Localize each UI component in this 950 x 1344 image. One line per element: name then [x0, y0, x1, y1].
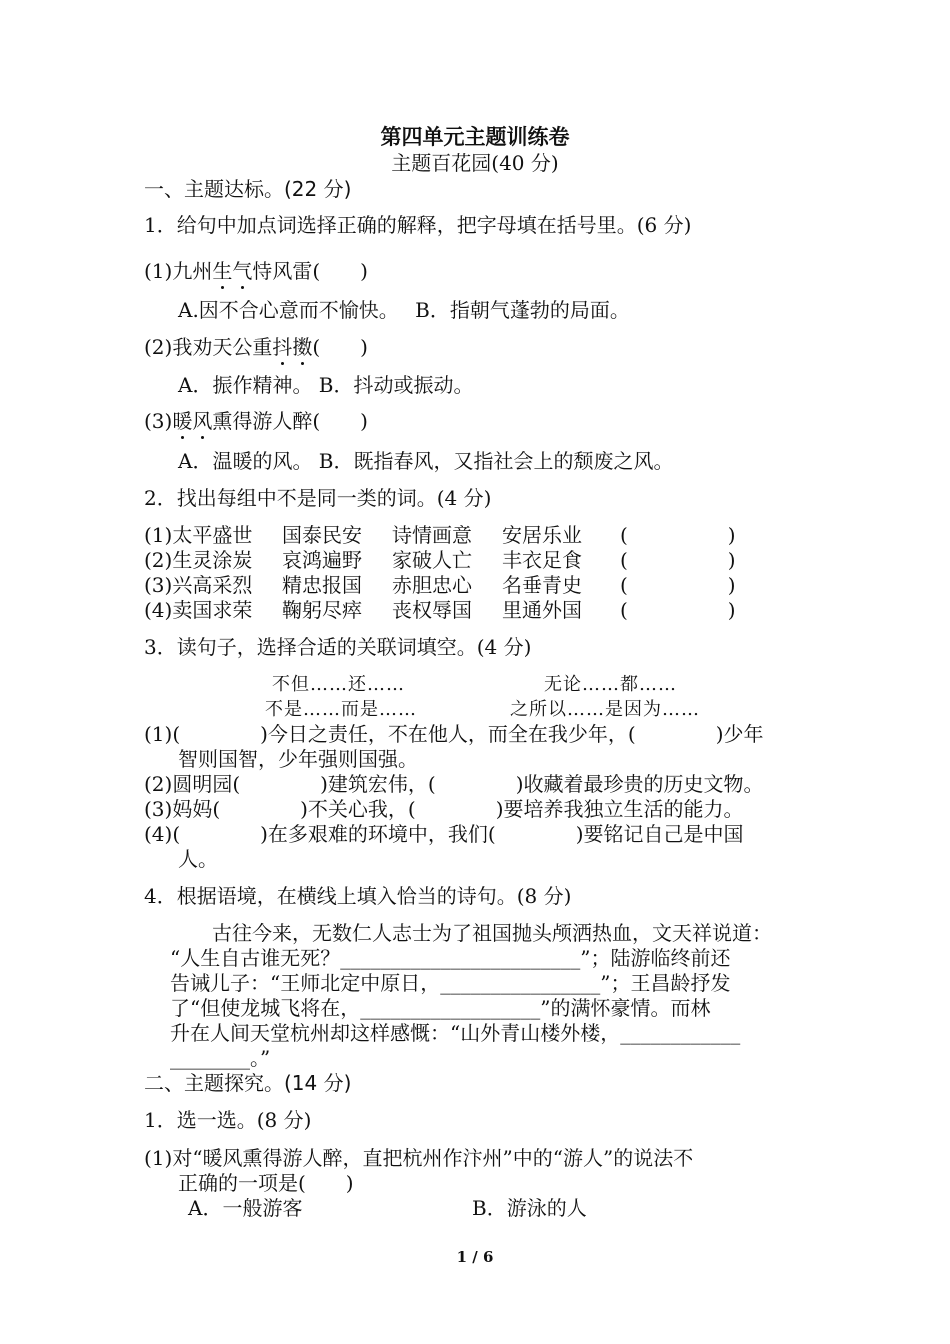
q1-item-2: (2)我劝天公重抖擞( ): [144, 335, 368, 359]
option-a: A．一般游客: [188, 1196, 303, 1220]
word-group-row: (1)太平盛世 国泰民安 诗情画意 安居乐业 ( ): [144, 523, 736, 547]
emphasis-dot-char: 擞: [292, 335, 313, 359]
q1-options-3: A．温暖的风。 B．既指春风，又指社会上的颓废之风。: [178, 449, 674, 473]
question-prompt: 1．给句中加点词选择正确的解释，把字母填在括号里。(6 分): [144, 213, 692, 237]
paragraph-line: 告诫儿子：“王师北定中原日，________________”；王昌龄抒发: [170, 971, 731, 995]
q1-options-1: A.因不合心意而不愉快。 B．指朝气蓬勃的局面。: [178, 298, 630, 322]
emphasis-dot-char: 生: [212, 259, 233, 283]
word-group-row: (4)卖国求荣 鞠躬尽瘁 丧权辱国 里通外国 ( ): [144, 598, 736, 622]
paragraph-line: 了“但使龙城飞将在，__________________”的满怀豪情。而林: [170, 996, 711, 1020]
fill-line: (3)妈妈( )不关心我，( )要培养我独立生活的能力。: [144, 797, 744, 821]
q1-item-1: (1)九州生气恃风雷( ): [144, 259, 368, 283]
page-title: 第四单元主题训练卷: [380, 125, 570, 149]
question-prompt: 3．读句子，选择合适的关联词填空。(4 分): [144, 635, 532, 659]
fill-line: 智则国智，少年强则国强。: [178, 747, 418, 771]
question-line: 正确的一项是( ): [178, 1171, 354, 1195]
conjunction-option: 不但……还……: [272, 674, 405, 695]
fill-line: (2)圆明园( )建筑宏伟，( )收藏着最珍贵的历史文物。: [144, 772, 764, 796]
question-prompt: 4．根据语境，在横线上填入恰当的诗句。(8 分): [144, 884, 572, 908]
section-heading: 二、主题探究。(14 分): [144, 1071, 352, 1095]
paragraph-line: ________。”: [170, 1046, 271, 1070]
emphasis-dot-char: 抖: [272, 335, 293, 359]
emphasis-dot-char: 暖: [172, 409, 193, 433]
q1-item-3: (3)暖风熏得游人醉( ): [144, 409, 368, 433]
q1-options-2: A．振作精神。 B．抖动或振动。: [178, 373, 474, 397]
section-heading: 一、主题达标。(22 分): [144, 177, 352, 201]
emphasis-dot-char: 风: [192, 409, 213, 433]
page-subtitle: 主题百花园(40 分): [391, 151, 559, 175]
paragraph-line: 古往今来，无数仁人志士为了祖国抛头颅洒热血，文天祥说道：: [212, 921, 772, 945]
option-b: B．游泳的人: [472, 1196, 587, 1220]
question-prompt: 1．选一选。(8 分): [144, 1108, 312, 1132]
paragraph-line: 升在人间天堂杭州却这样感慨：“山外青山楼外楼，____________: [170, 1021, 741, 1045]
conjunction-option: 之所以……是因为……: [510, 699, 700, 720]
conjunction-option: 不是……而是……: [265, 699, 417, 720]
question-prompt: 2．找出每组中不是同一类的词。(4 分): [144, 486, 492, 510]
word-group-row: (2)生灵涂炭 哀鸿遍野 家破人亡 丰衣足食 ( ): [144, 548, 736, 572]
emphasis-dot-char: 气: [232, 259, 253, 283]
word-group-row: (3)兴高采烈 精忠报国 赤胆忠心 名垂青史 ( ): [144, 573, 736, 597]
question-line: (1)对“暖风熏得游人醉，直把杭州作汴州”中的“游人”的说法不: [144, 1146, 694, 1170]
fill-line: 人。: [178, 847, 218, 871]
page-number: 1 / 6: [456, 1248, 494, 1266]
fill-line: (1)( )今日之责任，不在他人，而全在我少年，( )少年: [144, 722, 764, 746]
conjunction-option: 无论……都……: [544, 674, 677, 695]
fill-line: (4)( )在多艰难的环境中，我们( )要铭记自己是中国: [144, 822, 744, 846]
paragraph-line: “人生自古谁无死？________________________”；陆游临终前还: [170, 946, 731, 970]
